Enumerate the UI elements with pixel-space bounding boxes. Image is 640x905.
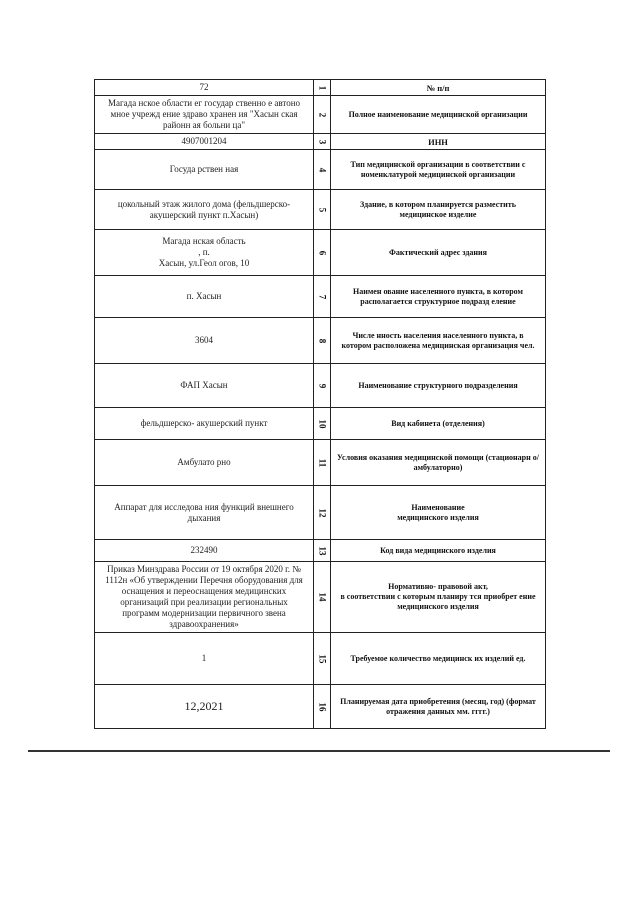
- cell-value: 232490: [95, 540, 314, 562]
- cell-value: Аппарат для исследова ния функций внешнего дыхания: [95, 486, 314, 540]
- row-number: 12: [314, 486, 331, 540]
- cell-label: Требуемое количество медицинск их изделий ед.: [331, 633, 546, 685]
- address-cell: [95, 230, 314, 276]
- cell-label: Числе нность населения населенного пункта, в котором расположена медицинская организация чел.: [331, 318, 546, 364]
- legal-act-label: [331, 562, 546, 633]
- cell-value: 12,2021: [95, 685, 314, 729]
- cell-value: 3604: [95, 318, 314, 364]
- cell-label: Тип медицинской организации в соответствии с номенклатурой медицинской организации: [331, 150, 546, 190]
- table-row: [95, 318, 546, 364]
- cell-value: 4907001204: [95, 134, 314, 150]
- cell-value: Госуда рствен ная: [95, 150, 314, 190]
- cell-label: Фактический адрес здания: [331, 230, 546, 276]
- table-row: [95, 80, 546, 96]
- cell-value: п. Хасын: [95, 276, 314, 318]
- label-line: Нормативно- правовой акт,: [388, 582, 488, 591]
- label-line: медицинского изделия: [397, 512, 479, 522]
- row-number: 1: [314, 80, 331, 96]
- table-row: [95, 364, 546, 408]
- cell-value: цокольный этаж жилого дома (фельдшерско- акушерский пункт п.Хасын): [95, 190, 314, 230]
- row-number: 4: [314, 150, 331, 190]
- row-number: 10: [314, 408, 331, 440]
- address-line: , п.: [198, 247, 210, 257]
- address-line: Магада нская область: [162, 236, 246, 246]
- table-row: [95, 440, 546, 486]
- device-name-label: [331, 486, 546, 540]
- cell-label: Здание, в котором планируется разместить медицинское изделие: [331, 190, 546, 230]
- row-number: 3: [314, 134, 331, 150]
- table-row: [95, 633, 546, 685]
- cell-value: фельдшерско- акушерский пункт: [95, 408, 314, 440]
- cell-label: Наимен ование населенного пункта, в котором располагается структурное подразд еление: [331, 276, 546, 318]
- table-row: [95, 486, 546, 540]
- row-number: 5: [314, 190, 331, 230]
- table-row: [95, 96, 546, 134]
- label-line: Наименование: [411, 502, 465, 512]
- row-number: 11: [314, 440, 331, 486]
- cell-label: Наименование структурного подразделения: [331, 364, 546, 408]
- cell-label: Планируемая дата приобретения (месяц, год) (формат отражения данных мм. гггг.): [331, 685, 546, 729]
- address-line: Хасын, ул.Геол огов, 10: [158, 258, 250, 268]
- cell-label: Полное наименование медицинской организации: [331, 96, 546, 134]
- footer-rule: [28, 750, 610, 752]
- medical-device-table: [94, 79, 546, 729]
- table-row: [95, 276, 546, 318]
- cell-value: Магада нское области ег государ ственно е автоно мное учрежд ение здраво хранен ия "Хасын ская районн ая больни ца": [95, 96, 314, 134]
- table-row: [95, 190, 546, 230]
- row-number: 7: [314, 276, 331, 318]
- cell-label: ИНН: [331, 134, 546, 150]
- table-row: [95, 540, 546, 562]
- row-number: 9: [314, 364, 331, 408]
- cell-label: Условия оказания медицинской помощи (стационарн о/амбулаторно): [331, 440, 546, 486]
- row-number: 2: [314, 96, 331, 134]
- table-row: [95, 134, 546, 150]
- row-number: 15: [314, 633, 331, 685]
- table-row: [95, 408, 546, 440]
- row-number: 6: [314, 230, 331, 276]
- cell-value: ФАП Хасын: [95, 364, 314, 408]
- table-row: [95, 150, 546, 190]
- table-row: [95, 562, 546, 633]
- table-row: [95, 685, 546, 729]
- cell-label: № п/п: [331, 80, 546, 96]
- cell-value: 1: [95, 633, 314, 685]
- table-row: [95, 230, 546, 276]
- cell-label: Вид кабинета (отделения): [331, 408, 546, 440]
- label-line: в соответствии с которым планиру тся приобрет ение медицинского изделия: [340, 592, 536, 611]
- cell-value: Амбулато рно: [95, 440, 314, 486]
- row-number: 13: [314, 540, 331, 562]
- row-number: 8: [314, 318, 331, 364]
- cell-value: 72: [95, 80, 314, 96]
- row-number: 16: [314, 685, 331, 729]
- row-number: 14: [314, 562, 331, 633]
- cell-value: Приказ Минздрава России от 19 октября 2020 г. № 1112н «Об утверждении Перечня оборудования для оснащения и переоснащения медицинских организаций при реализации региональных программ модернизации первичного звена здравоохранения»: [95, 562, 314, 633]
- cell-label: Код вида медицинского изделия: [331, 540, 546, 562]
